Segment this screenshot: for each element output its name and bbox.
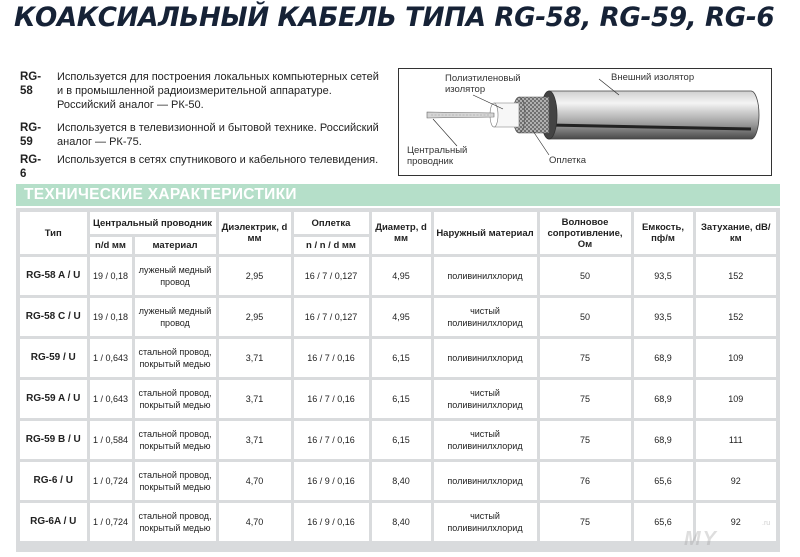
cell-type: RG-6A / U	[20, 502, 88, 542]
cell-outer-material: чистый поливинилхлорид	[432, 297, 538, 338]
header-attenuation: Затухание, dB/км	[694, 212, 776, 256]
page-title: КОАКСИАЛЬНЫЙ КАБЕЛЬ ТИПА RG-58, RG-59, RG-6	[14, 2, 775, 33]
header-dielectric: Диэлектрик, d мм	[217, 212, 292, 256]
table-row	[20, 461, 776, 502]
cell-impedance: 76	[538, 461, 632, 502]
header-braid-sub: n / n / d мм	[292, 236, 370, 256]
cell-braid: 16 / 7 / 0,16	[292, 338, 370, 379]
cell-type: RG-58 C / U	[20, 297, 88, 338]
cell-conductor-material: луженый медный провод	[133, 256, 217, 297]
watermark-domain: .ru	[762, 520, 771, 527]
cell-capacitance: 65,6	[632, 461, 694, 502]
header-braid: Оплетка	[292, 212, 370, 236]
label-center-conductor: Центральный проводник	[407, 145, 468, 167]
table-row	[20, 297, 776, 338]
cell-conductor-nd: 1 / 0,724	[88, 502, 133, 542]
cell-dielectric: 3,71	[217, 420, 292, 461]
cell-attenuation: 111	[694, 420, 776, 461]
cell-braid: 16 / 9 / 0,16	[292, 502, 370, 542]
header-impedance: Волновое сопротивление, Ом	[538, 212, 632, 256]
cell-impedance: 75	[538, 379, 632, 420]
cell-conductor-nd: 1 / 0,643	[88, 379, 133, 420]
cell-conductor-material: стальной провод, покрытый медью	[133, 420, 217, 461]
header-type: Тип	[20, 212, 88, 256]
description-code: RG-58	[20, 71, 42, 97]
cell-capacitance: 65,6	[632, 502, 694, 542]
cell-conductor-material: луженый медный провод	[133, 297, 217, 338]
header-conductor: Центральный проводник	[88, 212, 217, 236]
cell-outer-material: чистый поливинилхлорид	[432, 502, 538, 542]
cell-diameter: 8,40	[370, 461, 432, 502]
cell-conductor-nd: 1 / 0,643	[88, 338, 133, 379]
cell-diameter: 4,95	[370, 297, 432, 338]
section-title: ТЕХНИЧЕСКИЕ ХАРАКТЕРИСТИКИ	[16, 184, 780, 206]
cell-attenuation: 109	[694, 379, 776, 420]
outer-jacket	[549, 91, 759, 139]
cell-type: RG-58 A / U	[20, 256, 88, 297]
cell-braid: 16 / 7 / 0,16	[292, 420, 370, 461]
header-outer-material: Наружный материал	[432, 212, 538, 256]
cell-braid: 16 / 7 / 0,16	[292, 379, 370, 420]
table-row	[20, 379, 776, 420]
cell-diameter: 8,40	[370, 502, 432, 542]
cell-impedance: 50	[538, 297, 632, 338]
cell-type: RG-59 B / U	[20, 420, 88, 461]
description-text: Используется для построения локальных компьютерных сетей и в промышленной радиоизмерительной аппаратуре. Российский аналог — РК-50.	[57, 71, 379, 111]
cell-conductor-nd: 19 / 0,18	[88, 256, 133, 297]
cell-impedance: 75	[538, 338, 632, 379]
header-conductor-nd: n/d мм	[88, 236, 133, 256]
specs-table-frame	[16, 208, 780, 552]
label-insulator: Полиэтиленовый изолятор	[445, 73, 521, 95]
cell-capacitance: 68,9	[632, 420, 694, 461]
cell-capacitance: 68,9	[632, 379, 694, 420]
cell-outer-material: чистый поливинилхлорид	[432, 379, 538, 420]
cell-type: RG-6 / U	[20, 461, 88, 502]
description-text: Используется в сетях спутникового и кабельного телевидения.	[57, 154, 379, 166]
cell-dielectric: 2,95	[217, 256, 292, 297]
cell-type: RG-59 / U	[20, 338, 88, 379]
cell-conductor-material: стальной провод, покрытый медью	[133, 379, 217, 420]
cell-conductor-material: стальной провод, покрытый медью	[133, 338, 217, 379]
watermark: MY	[684, 528, 718, 550]
cell-dielectric: 3,71	[217, 379, 292, 420]
cell-dielectric: 4,70	[217, 502, 292, 542]
label-braid: Оплетка	[549, 155, 587, 166]
cell-attenuation: 92	[694, 461, 776, 502]
cell-dielectric: 3,71	[217, 338, 292, 379]
cell-diameter: 6,15	[370, 379, 432, 420]
table-row	[20, 420, 776, 461]
cell-impedance: 50	[538, 256, 632, 297]
description-text: Используется в телевизионной и бытовой технике. Российский аналог — РК-75.	[57, 122, 379, 148]
cell-conductor-nd: 1 / 0,724	[88, 461, 133, 502]
header-capacitance: Емкость, пф/м	[632, 212, 694, 256]
cell-capacitance: 68,9	[632, 338, 694, 379]
cell-dielectric: 2,95	[217, 297, 292, 338]
table-row	[20, 338, 776, 379]
cell-attenuation: 152	[694, 297, 776, 338]
cell-attenuation: 92	[694, 502, 776, 542]
cell-diameter: 4,95	[370, 256, 432, 297]
cell-braid: 16 / 9 / 0,16	[292, 461, 370, 502]
cable-diagram	[398, 68, 772, 176]
cell-impedance: 75	[538, 502, 632, 542]
cell-braid: 16 / 7 / 0,127	[292, 297, 370, 338]
cell-impedance: 75	[538, 420, 632, 461]
description-code: RG-59	[20, 122, 42, 148]
cell-outer-material: чистый поливинилхлорид	[432, 420, 538, 461]
table-row	[20, 502, 776, 542]
label-outer-insulator: Внешний изолятор	[611, 72, 695, 83]
cell-outer-material: поливинилхлорид	[432, 338, 538, 379]
header-diameter: Диаметр, d мм	[370, 212, 432, 256]
cell-conductor-material: стальной провод, покрытый медью	[133, 461, 217, 502]
header-conductor-material: материал	[133, 236, 217, 256]
cell-type: RG-59 A / U	[20, 379, 88, 420]
cell-outer-material: поливинилхлорид	[432, 256, 538, 297]
cell-conductor-nd: 1 / 0,584	[88, 420, 133, 461]
cell-outer-material: поливинилхлорид	[432, 461, 538, 502]
specs-table	[20, 212, 776, 541]
cell-conductor-material: стальной провод, покрытый медью	[133, 502, 217, 542]
cell-attenuation: 152	[694, 256, 776, 297]
cell-diameter: 6,15	[370, 420, 432, 461]
table-row	[20, 256, 776, 297]
description-code: RG-6	[20, 154, 42, 180]
cell-braid: 16 / 7 / 0,127	[292, 256, 370, 297]
cell-conductor-nd: 19 / 0,18	[88, 297, 133, 338]
cell-diameter: 6,15	[370, 338, 432, 379]
cell-capacitance: 93,5	[632, 256, 694, 297]
cell-dielectric: 4,70	[217, 461, 292, 502]
cell-attenuation: 109	[694, 338, 776, 379]
cell-capacitance: 93,5	[632, 297, 694, 338]
